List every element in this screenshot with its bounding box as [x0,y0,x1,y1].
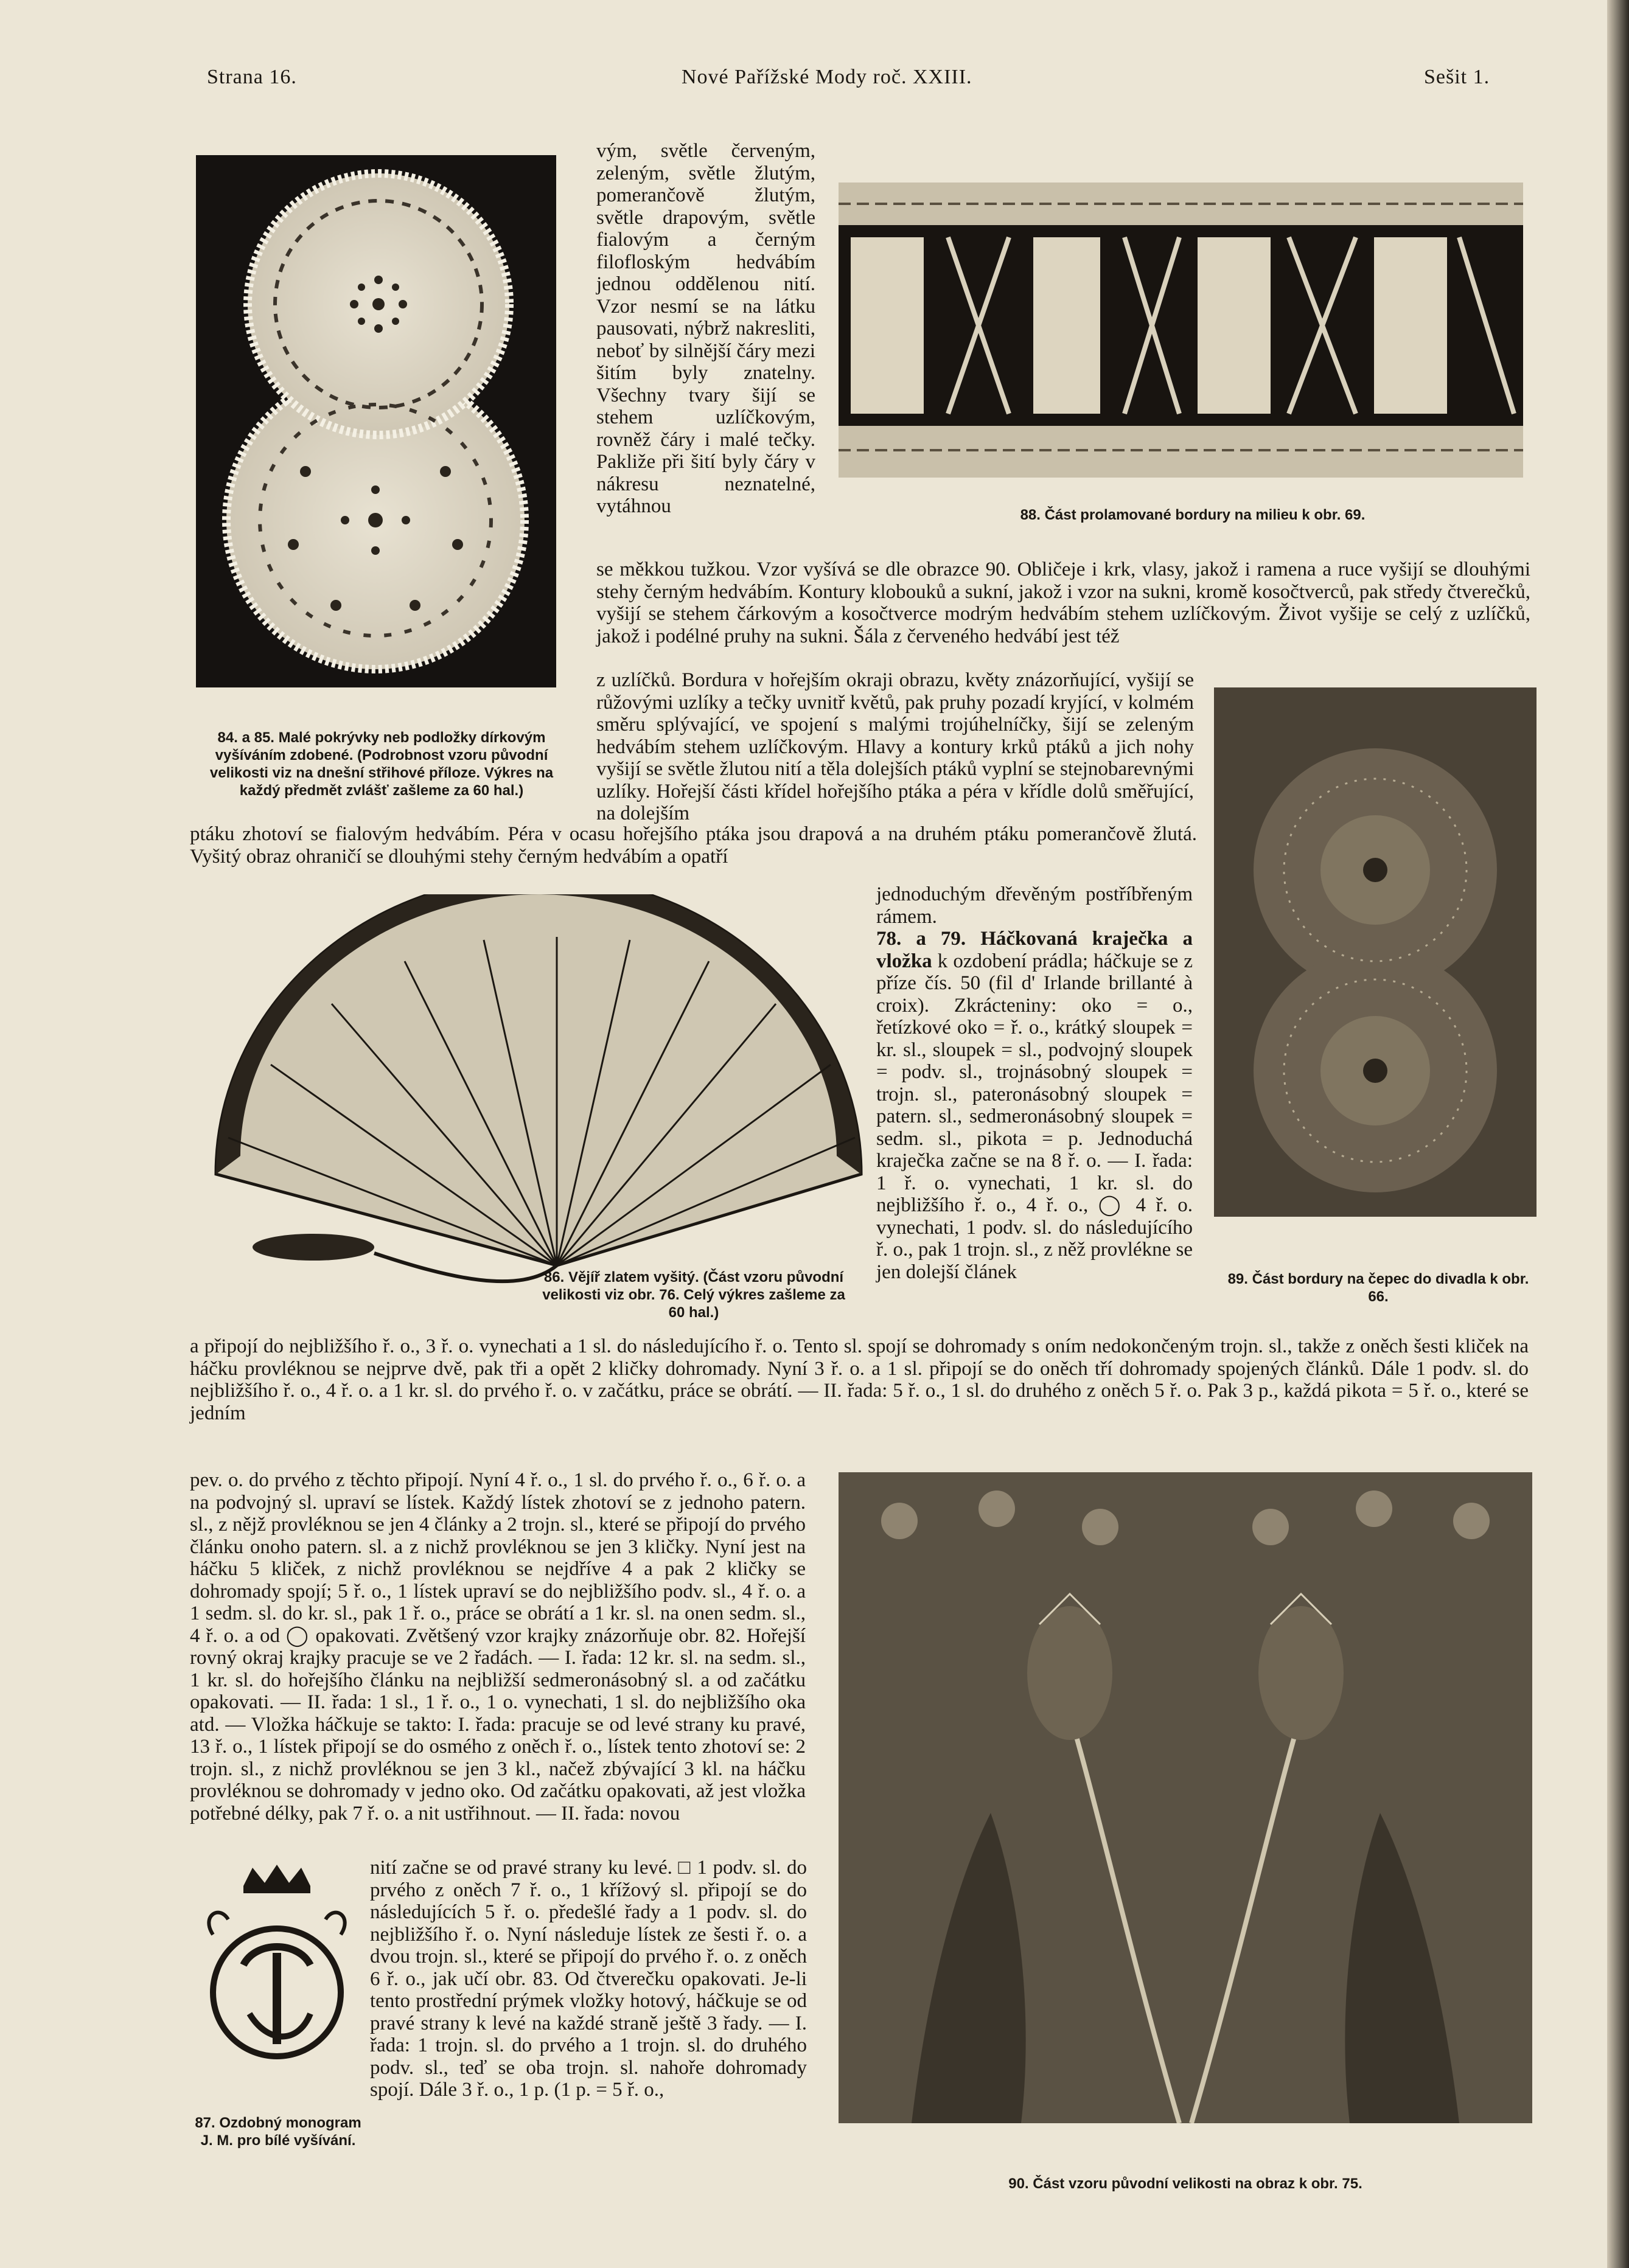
heading-fig-78-79: 78. a 79. Háčkovaná kraječka a vložka [876,928,1193,972]
caption-fig-89: 89. Část bordury na čepec do divadla k obr. 66. [1227,1271,1529,1305]
doilies-photo [196,155,556,687]
text-span2: ptáku zhotoví se fialovým hedvábím. Péra v ocasu hořejšího ptáka jsou drapová a na druhém ptáku pomerančově žlutá. Vyšitý obraz ohraničí se dlouhými stehy černým hedvábím a opatří [190,823,1197,868]
monogram-illustration [195,1862,359,2081]
text-col-left-bottom: pev. o. do prvého z těchto připojí. Nyní 4 ř. o., 1 sl. do prvého ř. o., 6 ř. o. a na podvojný sl. upraví se lístek. Každý lístek zhotoví se z jednoho patern. sl., z nějž provléknou se jen 4 články a 2 trojn. sl., které se připojí do prvého článku onoho patern. sl. a z nichž provléknou se jen 3 kličky. Nyní jest na háčku 5 kliček, z nichž provléknou se nejdříve 4 a pak 2 kličky se dohromady spojí; 5 ř. o., 1 lístek upraví se do nejbližšího podv. sl., 4 ř. o. a 1 sedm. sl. do kr. sl., pak 1 ř. o., práce se obrátí a 1 kr. sl. na onen sedm. sl., 4 ř. o. a od ◯ opakovati. Zvětšený vzor krajky znázorňuje obr. 82. Hořejší rovný okraj krajky pracuje se ve 2 řadách. — I. řada: 12 kr. sl. na sedm. sl., 1 kr. sl. do hořejšího článku na nejbližší sedmeronásobný sl. a od začátku opakovati. — II. řada: 1 sl., 1 ř. o., 1 o. vynechati, 1 sl. do nejbližšího oka atd. — Vložka háčkuje se takto: I. řada: pracuje se od levé strany ku pravé, 13 ř. o., 1 lístek připojí se do osmého z oněch ř. o., lístek tento zhotoví se: 2 trojn. sl., z nichž provléknou se jen 3 kl., načež zbývající 3 kl. na háčku provléknou se dohromady v jedno oko. Od začátku opakovati, až jest vložka potřebné délky, pak 7 ř. o. a nit ustřihnout. — II. řada: novou [190,1469,806,1824]
caption-fig-88: 88. Část prolamované bordury na milieu k obr. 69. [1020,507,1366,523]
text-col1-top: vým, světle červeným, zeleným, světle žlutým, pomerančově žlutým, světle drapovým, světle fialovým a černým filofloským hedvábím jednou oddělenou nití. Vzor nesmí se na látku pausovati, nýbrž nakresliti, neboť by silnější čáry mezi šitím byly znatelny. Všechny tvary šijí se stehem uzlíčkovým, rovněž čáry i malé tečky. Pakliže při šití byly čáry v nákresu neznatelné, vytáhnou [596,140,815,517]
border-lace-photo [839,183,1523,478]
theatre-cap-border-photo [1214,687,1537,1217]
text-col-monogram: nití začne se od pravé strany ku levé. □ 1 podv. sl. do prvého z oněch 7 ř. o., 1 křížový sl. připojí se do následujících 5 ř. o. předešlé řady a 1 podv. sl. do nejbližšího ř. o. Nyní následuje lístek ze šesti ř. o. a dvou trojn. sl., které se připojí do prvého ř. o. z oněch 6 ř. o., jak učí obr. 83. Od čtverečku opakovati. Je-li tento prostřední prýmek vložky hotový, háčkuje se od pravé strany k levé na každé straně ještě 3 řady. — I. řada: 1 trojn. sl. do prvého a 1 trojn. sl. do druhého podv. sl., teď se oba trojn. sl. nahoře dohromady spojí. Dále 3 ř. o., 1 p. (1 p. = 5 ř. o., [370,1857,807,2101]
caption-fig-87: 87. Ozdobný monogram J. M. pro bílé vyšívání. [195,2115,361,2149]
text-span3: a připojí do nejbližšího ř. o., 3 ř. o. vynechati a 1 sl. do následujícího ř. o. Tento sl. spojí se dohromady s oním nedokončeným trojn. sl., takže z oněch šesti kliček na háčku provléknou se nejprve dvě, pak tři a opět 2 kličky dohromady. Nyní 3 ř. o. a 1 sl. připojí se do oněch tří dohromady spojených článků. Dále 1 podv. sl. do nejbližšího ř. o., 4 ř. o. a 1 kr. sl. do prvého ř. o. v začátku, práce se obrátí. — II. řada: 5 ř. o., 1 sl. do druhého z oněch 5 ř. o. Pak 3 p., každá pikota = 5 ř. o., které se jedním [190,1335,1529,1424]
text-col-right-a: jednoduchým dřevěným postříbřeným rámem. [876,883,1193,928]
page-edge-shadow [1607,0,1629,2268]
text-col-right-body: k ozdobení prádla; háčkuje se z příze čís. 50 (fil d' Irlande brillanté à croix). Zkrácteniny: oko = o., řetízkové oko = ř. o., krátký sloupek = kr. sl., sloupek = sl., podvojný sloupek = podv. sl., trojnásobný sloupek = trojn. sl., pateronásobný sloupek = patern. sl., sedmeronásobný sloupek = sedm. sl., pikota = p. Jednoduchá kraječka začne se na 8 ř. o. — I. řada: 1 ř. o. vynechati, 1 kr. sl. do nejbližšího ř. o., 4 ř. o., ◯ 4 ř. o. vynechati, 1 podv. sl. do následujícího ř. o., pak 1 trojn. sl., z něž provlékne se jen dolejší článek [876,950,1193,1283]
issue-number: Sešit 1. [1424,66,1490,88]
caption-fig-84-85: 84. a 85. Malé pokrývky neb podložky dírkovým vyšíváním zdobené. (Podrobnost vzoru původní velikosti viz na dnešní střihové příloze. Výkres na každý předmět zvlášť zašleme za 60 hal.) [209,729,554,799]
text-mid-col: z uzlíčků. Bordura v hořejším okraji obrazu, květy znázorňující, vyšijí se růžovými uzlíky a tečky uvnitř květů, pak pruhy pozadí kryjící, v kolmém směru splývající, ve spojení s malými trojúhelníčky, šijí se zeleným hedvábím stehem uzlíčkovým. Hlavy a kontury krků ptáků a jich nohy vyšijí se světle žlutou nití a těla dolejších ptáků vyplní se stejnobarevnými uzlíky. Hořejší části křídel hořejšího ptáka a péra v křídle dolů směřující, na dolejším [596,669,1194,824]
caption-fig-86: 86. Vějíř zlatem vyšitý. (Část vzoru původní velikosti viz obr. 76. Celý výkres zašleme za 60 hal.) [542,1269,845,1321]
text-col-right-b [876,928,1193,1283]
birds-embroidery-photo [839,1472,1532,2123]
caption-fig-90: 90. Část vzoru původní velikosti na obraz k obr. 75. [1008,2176,1362,2192]
fan-illustration [192,894,879,1296]
running-title: Nové Pařížské Mody roč. XXIII. [682,66,972,88]
page-number: Strana 16. [207,66,297,88]
text-span1: se měkkou tužkou. Vzor vyšívá se dle obrazce 90. Obličeje i krk, vlasy, jakož i ramena a ruce vyšijí se dlouhými stehy černým hedvábím. Kontury klobouků a sukní, jakož i vzor na sukni, kromě kosočtverců, pak středy čtverečků, vyšijí se stehem čárkovým a kosočtverce modrým hedvábím stehem uzlíčkovým. Život vyšije se celý z uzlíčků, jakož i podélné pruhy na sukni. Šála z červeného hedvábí jest též [596,558,1531,647]
